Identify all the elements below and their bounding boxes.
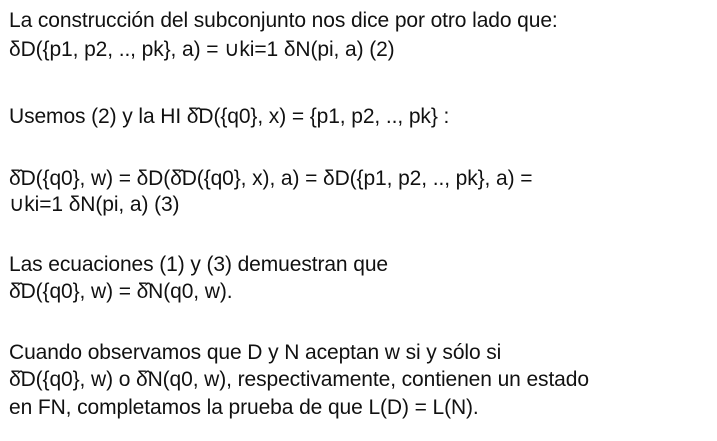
math-line: δD({p1, p2, .., pk}, a) = ∪ki=1 δN(pi, a) (2): [9, 38, 395, 61]
text-line: δ̂D({q0}, w) o δ̂N(q0, w), respectivamente, contienen un estado: [9, 368, 589, 391]
paragraph-1-line-1: [9, 9, 558, 33]
paragraph-2-line-1: [9, 105, 449, 129]
paragraph-1-line-2: [9, 38, 395, 62]
text-line: Cuando observamos que D y N aceptan w si y sólo si: [9, 341, 502, 364]
math-line: ∪ki=1 δN(pi, a) (3): [9, 193, 180, 216]
paragraph-4-line-1: [9, 253, 388, 277]
paragraph-5-line-3: [9, 396, 479, 420]
paragraph-4-line-2: [9, 280, 232, 304]
text-line: en FN, completamos la prueba de que L(D) = L(N).: [9, 396, 479, 419]
text-line: Usemos (2) y la HI δ̂D({q0}, x) = {p1, p2, .., pk} :: [9, 105, 450, 128]
text-line: La construcción del subconjunto nos dice por otro lado que:: [9, 9, 558, 32]
paragraph-3-line-2: [9, 193, 179, 217]
math-line: δ̂D({q0}, w) = δ̂N(q0, w).: [9, 280, 233, 303]
paragraph-3-line-1: [9, 167, 532, 191]
text-line: Las ecuaciones (1) y (3) demuestran que: [9, 253, 388, 276]
math-line: δ̂D({q0}, w) = δD(δ̂D({q0}, x), a) = δD({p1, p2, .., pk}, a) =: [9, 167, 533, 190]
paragraph-5-line-2: [9, 368, 589, 392]
paragraph-5-line-1: [9, 341, 501, 365]
